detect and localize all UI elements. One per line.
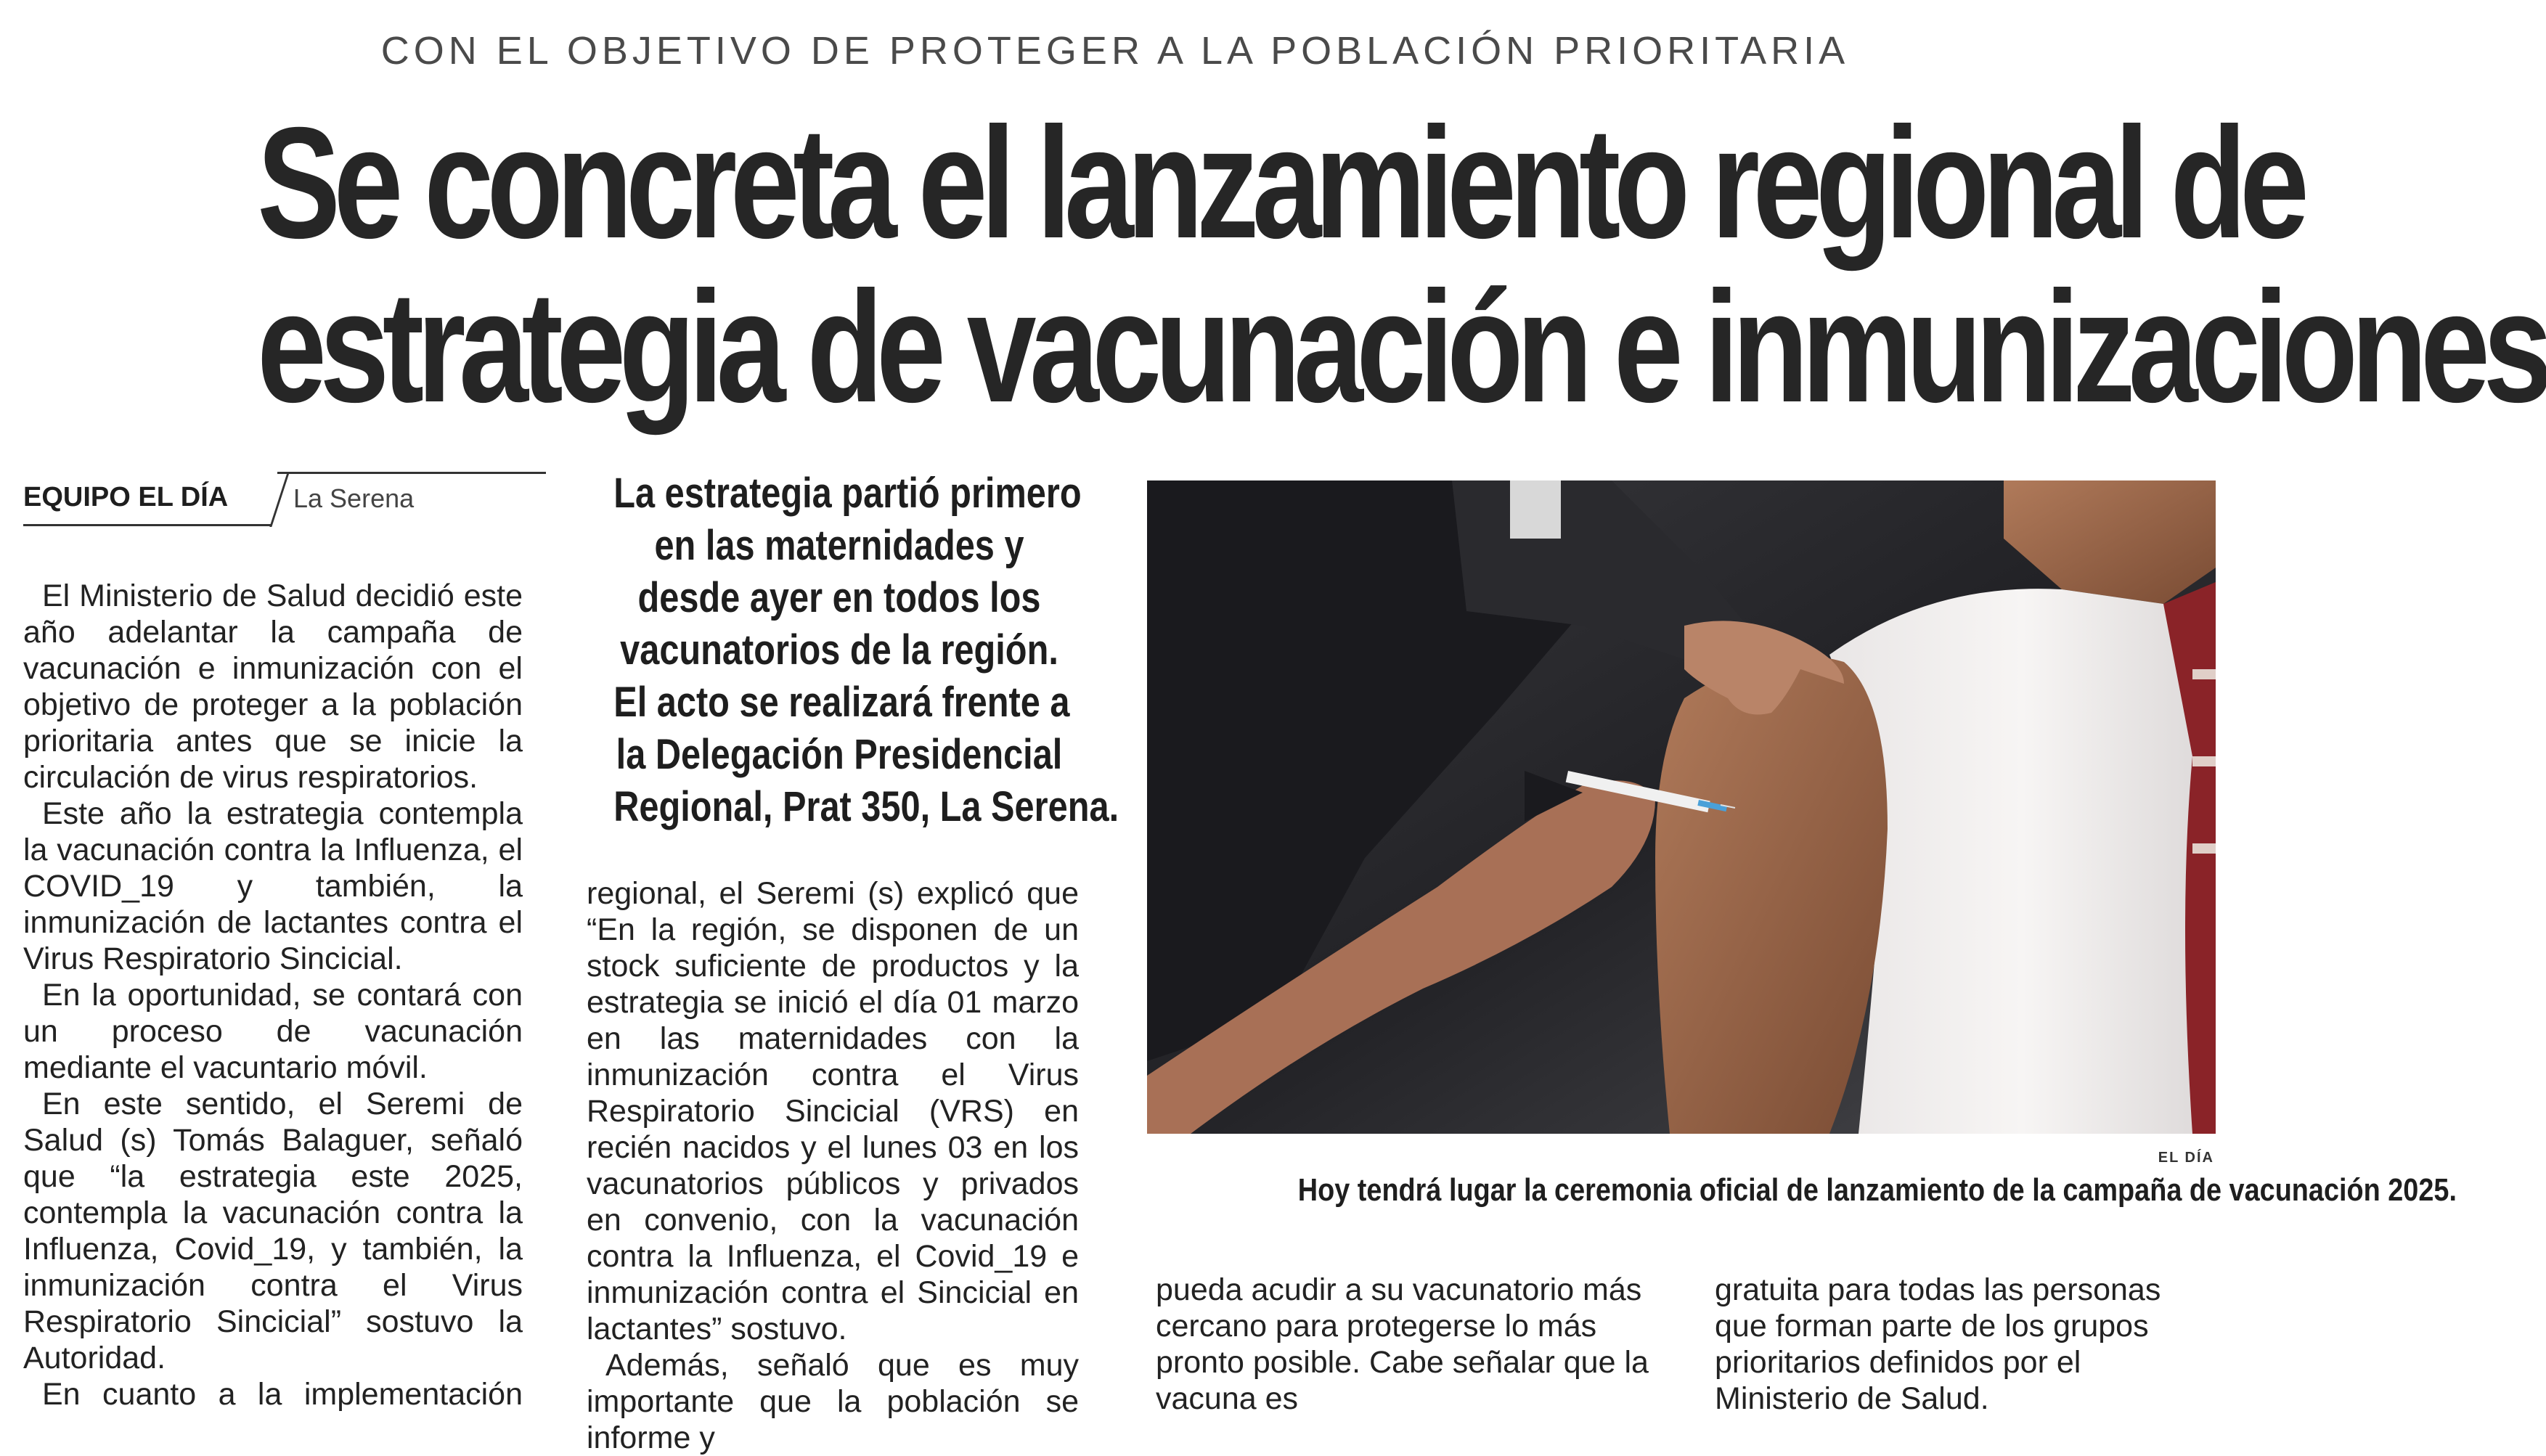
headline-line-2: estrategia de vacunación e inmunizaciones bbox=[257, 259, 2546, 435]
body-column-1 bbox=[23, 578, 523, 1412]
paragraph: En cuanto a la implementación bbox=[42, 1377, 523, 1412]
pull-quote-line: la Delegación Presidencial bbox=[616, 731, 1063, 778]
photo-caption: Hoy tendrá lugar la ceremonia oficial de lanzamiento de la campaña de vacunación 2025. bbox=[1297, 1172, 2457, 1208]
byline-rule-top bbox=[277, 472, 546, 474]
paragraph: En este sentido, el Seremi de Salud (s) Tomás Balaguer, señaló que “la estrategia este 2025, contempla la vacunación contra la Influenza, Covid_19, y también, la inmunización contra el Virus Respiratorio Sincicial” sostuvo la Autoridad. bbox=[23, 1087, 523, 1375]
paragraph: En la oportunidad, se contará con un proceso de vacunación mediante el vacuntario móvil. bbox=[23, 978, 523, 1085]
paragraph: Además, señaló que es muy importante que la población se informe y bbox=[587, 1348, 1079, 1455]
pull-quote-line: El acto se realizará frente a bbox=[613, 679, 1070, 726]
photo-credit: EL DÍA bbox=[2158, 1150, 2214, 1166]
headline-line-1: Se concreta el lanzamiento regional de bbox=[257, 95, 2303, 271]
paragraph: regional, el Seremi (s) explicó que “En la región, se disponen de un stock suficiente de productos y la estrategia se inició el día 01 marzo en las maternidades con la inmunización contra el Virus Respiratorio Sincicial (VRS) en recién nacidos y el lunes 03 en los vacunatorios públicos y privados en convenio, con la vacunación contra la Influenza, el Covid_19 e inmunización contra el Sincicial en lactantes” sostuvo. bbox=[587, 876, 1079, 1346]
byline-slash bbox=[269, 472, 290, 527]
pull-quote-line: La estrategia partió primero bbox=[613, 470, 1082, 517]
paragraph: pueda acudir a su vacunatorio más cercano para protegerse lo más pronto posible. Cabe señalar que la vacuna es bbox=[1156, 1272, 1649, 1416]
pull-quote-line: desde ayer en todos los bbox=[637, 574, 1041, 621]
byline bbox=[23, 472, 524, 530]
pull-quote-line: Regional, Prat 350, La Serena. bbox=[613, 783, 1119, 830]
pull-quote bbox=[613, 467, 1119, 833]
paragraph: El Ministerio de Salud decidió este año adelantar la campaña de vacunación e inmunización con el objetivo de proteger a la población prioritaria antes que se inicie la circulación de virus respiratorios. bbox=[23, 578, 523, 795]
body-column-2 bbox=[587, 875, 1079, 1456]
pull-quote-line: en las maternidades y bbox=[654, 522, 1024, 569]
byline-city: La Serena bbox=[293, 483, 415, 513]
body-column-4 bbox=[1715, 1272, 2216, 1417]
kicker: CON EL OBJETIVO DE PROTEGER A LA POBLACIÓN PRIORITARIA bbox=[380, 29, 1850, 73]
byline-author: EQUIPO EL DÍA bbox=[23, 482, 229, 512]
pull-quote-line: vacunatorios de la región. bbox=[620, 626, 1058, 674]
byline-rule-bottom bbox=[23, 524, 272, 526]
body-column-3 bbox=[1156, 1272, 1649, 1417]
paragraph: Este año la estrategia contempla la vacunación contra la Influenza, el COVID_19 y también, la inmunización de lactantes contra el Virus Respiratorio Sincicial. bbox=[23, 796, 523, 976]
news-photo bbox=[1147, 480, 2216, 1134]
paragraph: gratuita para todas las personas que forman parte de los grupos prioritarios definidos por el Ministerio de Salud. bbox=[1715, 1272, 2161, 1416]
vaccination-photo-illustration bbox=[1147, 480, 2216, 1134]
headline bbox=[257, 95, 2546, 435]
